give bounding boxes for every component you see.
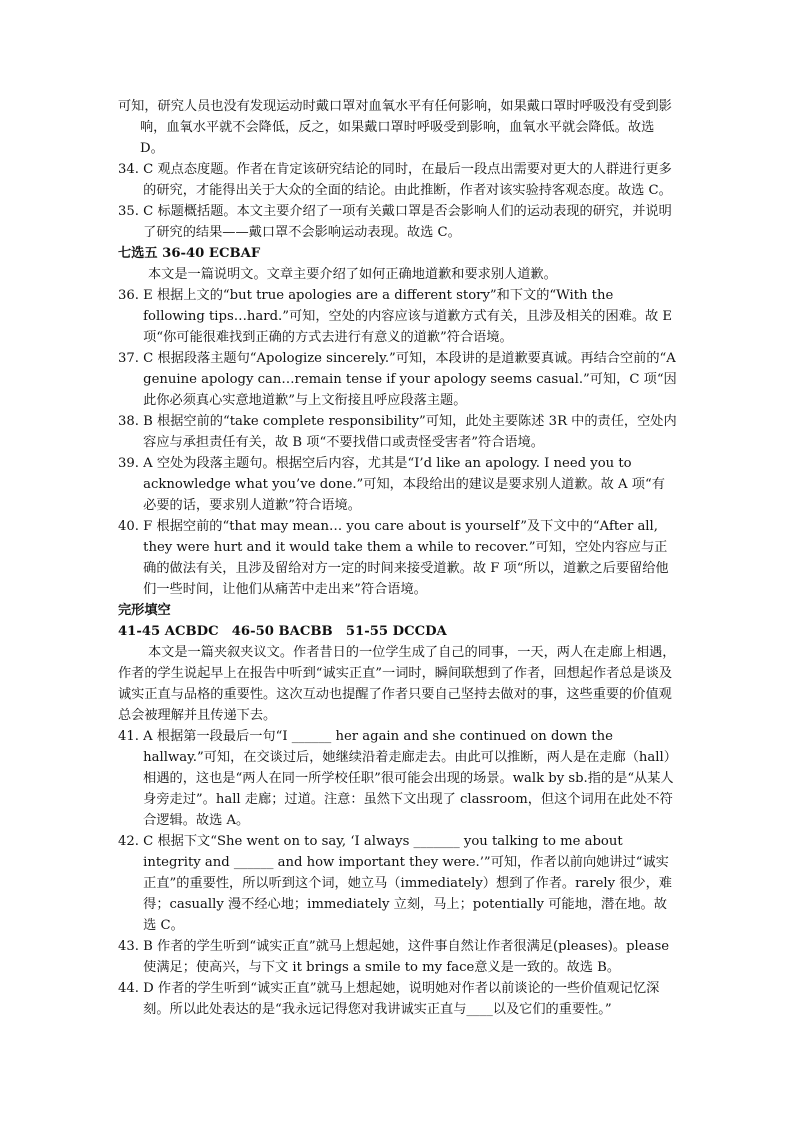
section-heading: 41-45 ACBDC 46-50 BACBB 51-55 DCCDA xyxy=(118,624,447,639)
continued-text: 可知，研究人员也没有发现运动时戴口罩对血氧水平有任何影响，如果戴口罩时呼吸没有受到影响，血氧水平就不会降低，反之，如果戴口罩时呼吸受到影响，血氧水平就会降低。故选 D。 xyxy=(118,99,672,156)
explanation-text: C 根据段落主题句“Apologize sincerely.”可知，本段讲的是道歉要真诚。再结合空前的“A genuine apology can…remain tense if your apology seems casual.”可知，C 项“因此你必须真心实意地道歉”与上文衔接且呼应段落主题。 xyxy=(143,351,677,408)
explanation-text: D 作者的学生听到“诚实正直”就马上想起她，说明她对作者以前谈论的一些价值观记忆深刻。所以此处表达的是“我永远记得您对我讲诚实正直与____以及它们的重要性。” xyxy=(143,981,660,1017)
explanation-text: F 根据空前的“that may mean… you care about is yourself”及下文中的“After all, they were hurt and it would take them a while to recover.”可知，空处内容应与正确的做法有关，且涉及留给对方一定的时间来接受道歉。故 F 项“所以，道歉之后要留给他们一些时间，让他们从痛苦中走出来”符合语境。 xyxy=(143,519,669,597)
summary-paragraph: 本文是一篇夹叙夹议文。作者昔日的一位学生成了自己的同事，一天，两人在走廊上相遇，作者的学生说起早上在报告中听到“诚实正直”一词时，瞬间联想到了作者，回想起作者总是谈及诚实正直与品格的重要性。这次互动也提醒了作者只要自己坚持去做对的事，这些重要的价值观总会被理解并且传递下去。 xyxy=(118,645,676,723)
explanation-text: B 根据空前的“take complete responsibility”可知，此处主要陈述 3R 中的责任，空处内容应与承担责任有关，故 B 项“不要找借口或责怪受害者”符合语境。 xyxy=(143,414,677,450)
answer-item xyxy=(118,516,678,600)
explanation-text: C 观点态度题。作者在肯定该研究结论的同时，在最后一段点出需要对更大的人群进行更多的研究，才能得出关于大众的全面的结论。由此推断，作者对该实验持客观态度。故选 C。 xyxy=(143,162,672,198)
answer-item xyxy=(118,159,678,201)
answer-item xyxy=(118,831,678,936)
explanation-text: B 作者的学生听到“诚实正直”就马上想起她，这件事自然让作者很满足(pleases)。please 使满足；使高兴，与下文 it brings a smile to my face意义是一致的。故选 B。 xyxy=(143,939,670,975)
question-number: 41. xyxy=(118,729,144,744)
answer-item xyxy=(118,978,678,1020)
answer-item xyxy=(118,411,678,453)
answer-item xyxy=(118,726,678,831)
question-number: 36. xyxy=(118,288,144,303)
question-number: 34. xyxy=(118,162,144,177)
question-number: 44. xyxy=(118,981,144,996)
explanation-text: A 根据第一段最后一句“I ______ her again and she continued on down the hallway.”可知，在交谈过后，她继续沿着走廊走去。由此可以推断，两人是在走廊（hall）相遇的，这也是“两人在同一所学校任职”很可能会出现的场景。walk by sb.指的是“从某人身旁走过”。hall 走廊；过道。注意：虽然下文出现了 classroom，但这个词用在此处不符合逻辑。故选 A。 xyxy=(143,729,677,828)
question-number: 38. xyxy=(118,414,144,429)
answer-explanations xyxy=(118,96,678,1020)
answer-item xyxy=(118,936,678,978)
answer-item xyxy=(118,201,678,243)
explanation-text: C 根据下文“She went on to say, ‘I always _______ you talking to me about integrity and ______ and how important they were.’”可知，作者以前向她讲过“诚实正直”的重要性，所以听到这个词，她立马（immediately）想到了作者。rarely 很少，难得；casually 漫不经心地；immediately 立刻，马上；potentially 可能地，潜在地。故选 C。 xyxy=(143,834,672,933)
question-number: 35. xyxy=(118,204,144,219)
summary-paragraph: 本文是一篇说明文。文章主要介绍了如何正确地道歉和要求别人道歉。 xyxy=(148,267,557,282)
answer-item xyxy=(118,285,678,348)
section-heading: 完形填空 xyxy=(118,603,171,618)
answer-item xyxy=(118,453,678,516)
question-number: 40. xyxy=(118,519,144,534)
answer-item xyxy=(118,348,678,411)
question-number: 37. xyxy=(118,351,144,366)
explanation-text: C 标题概括题。本文主要介绍了一项有关戴口罩是否会影响人们的运动表现的研究，并说明了研究的结果——戴口罩不会影响运动表现。故选 C。 xyxy=(143,204,672,240)
question-number: 39. xyxy=(118,456,144,471)
section-heading: 七选五 36-40 ECBAF xyxy=(118,246,261,261)
explanation-text: E 根据上文的“but true apologies are a different story”和下文的“With the following tips…hard.”可知，空处的内容应该与道歉方式有关，且涉及相关的困难。故 E 项“你可能很难找到正确的方式去进行有意义的道歉”符合语境。 xyxy=(143,288,673,345)
question-number: 43. xyxy=(118,939,144,954)
question-number: 42. xyxy=(118,834,144,849)
explanation-text: A 空处为段落主题句。根据空后内容，尤其是“I’d like an apology. I need you to acknowledge what you’ve done.”可知，本段给出的建议是要求别人道歉。故 A 项“有必要的话，要求别人道歉”符合语境。 xyxy=(143,456,665,513)
